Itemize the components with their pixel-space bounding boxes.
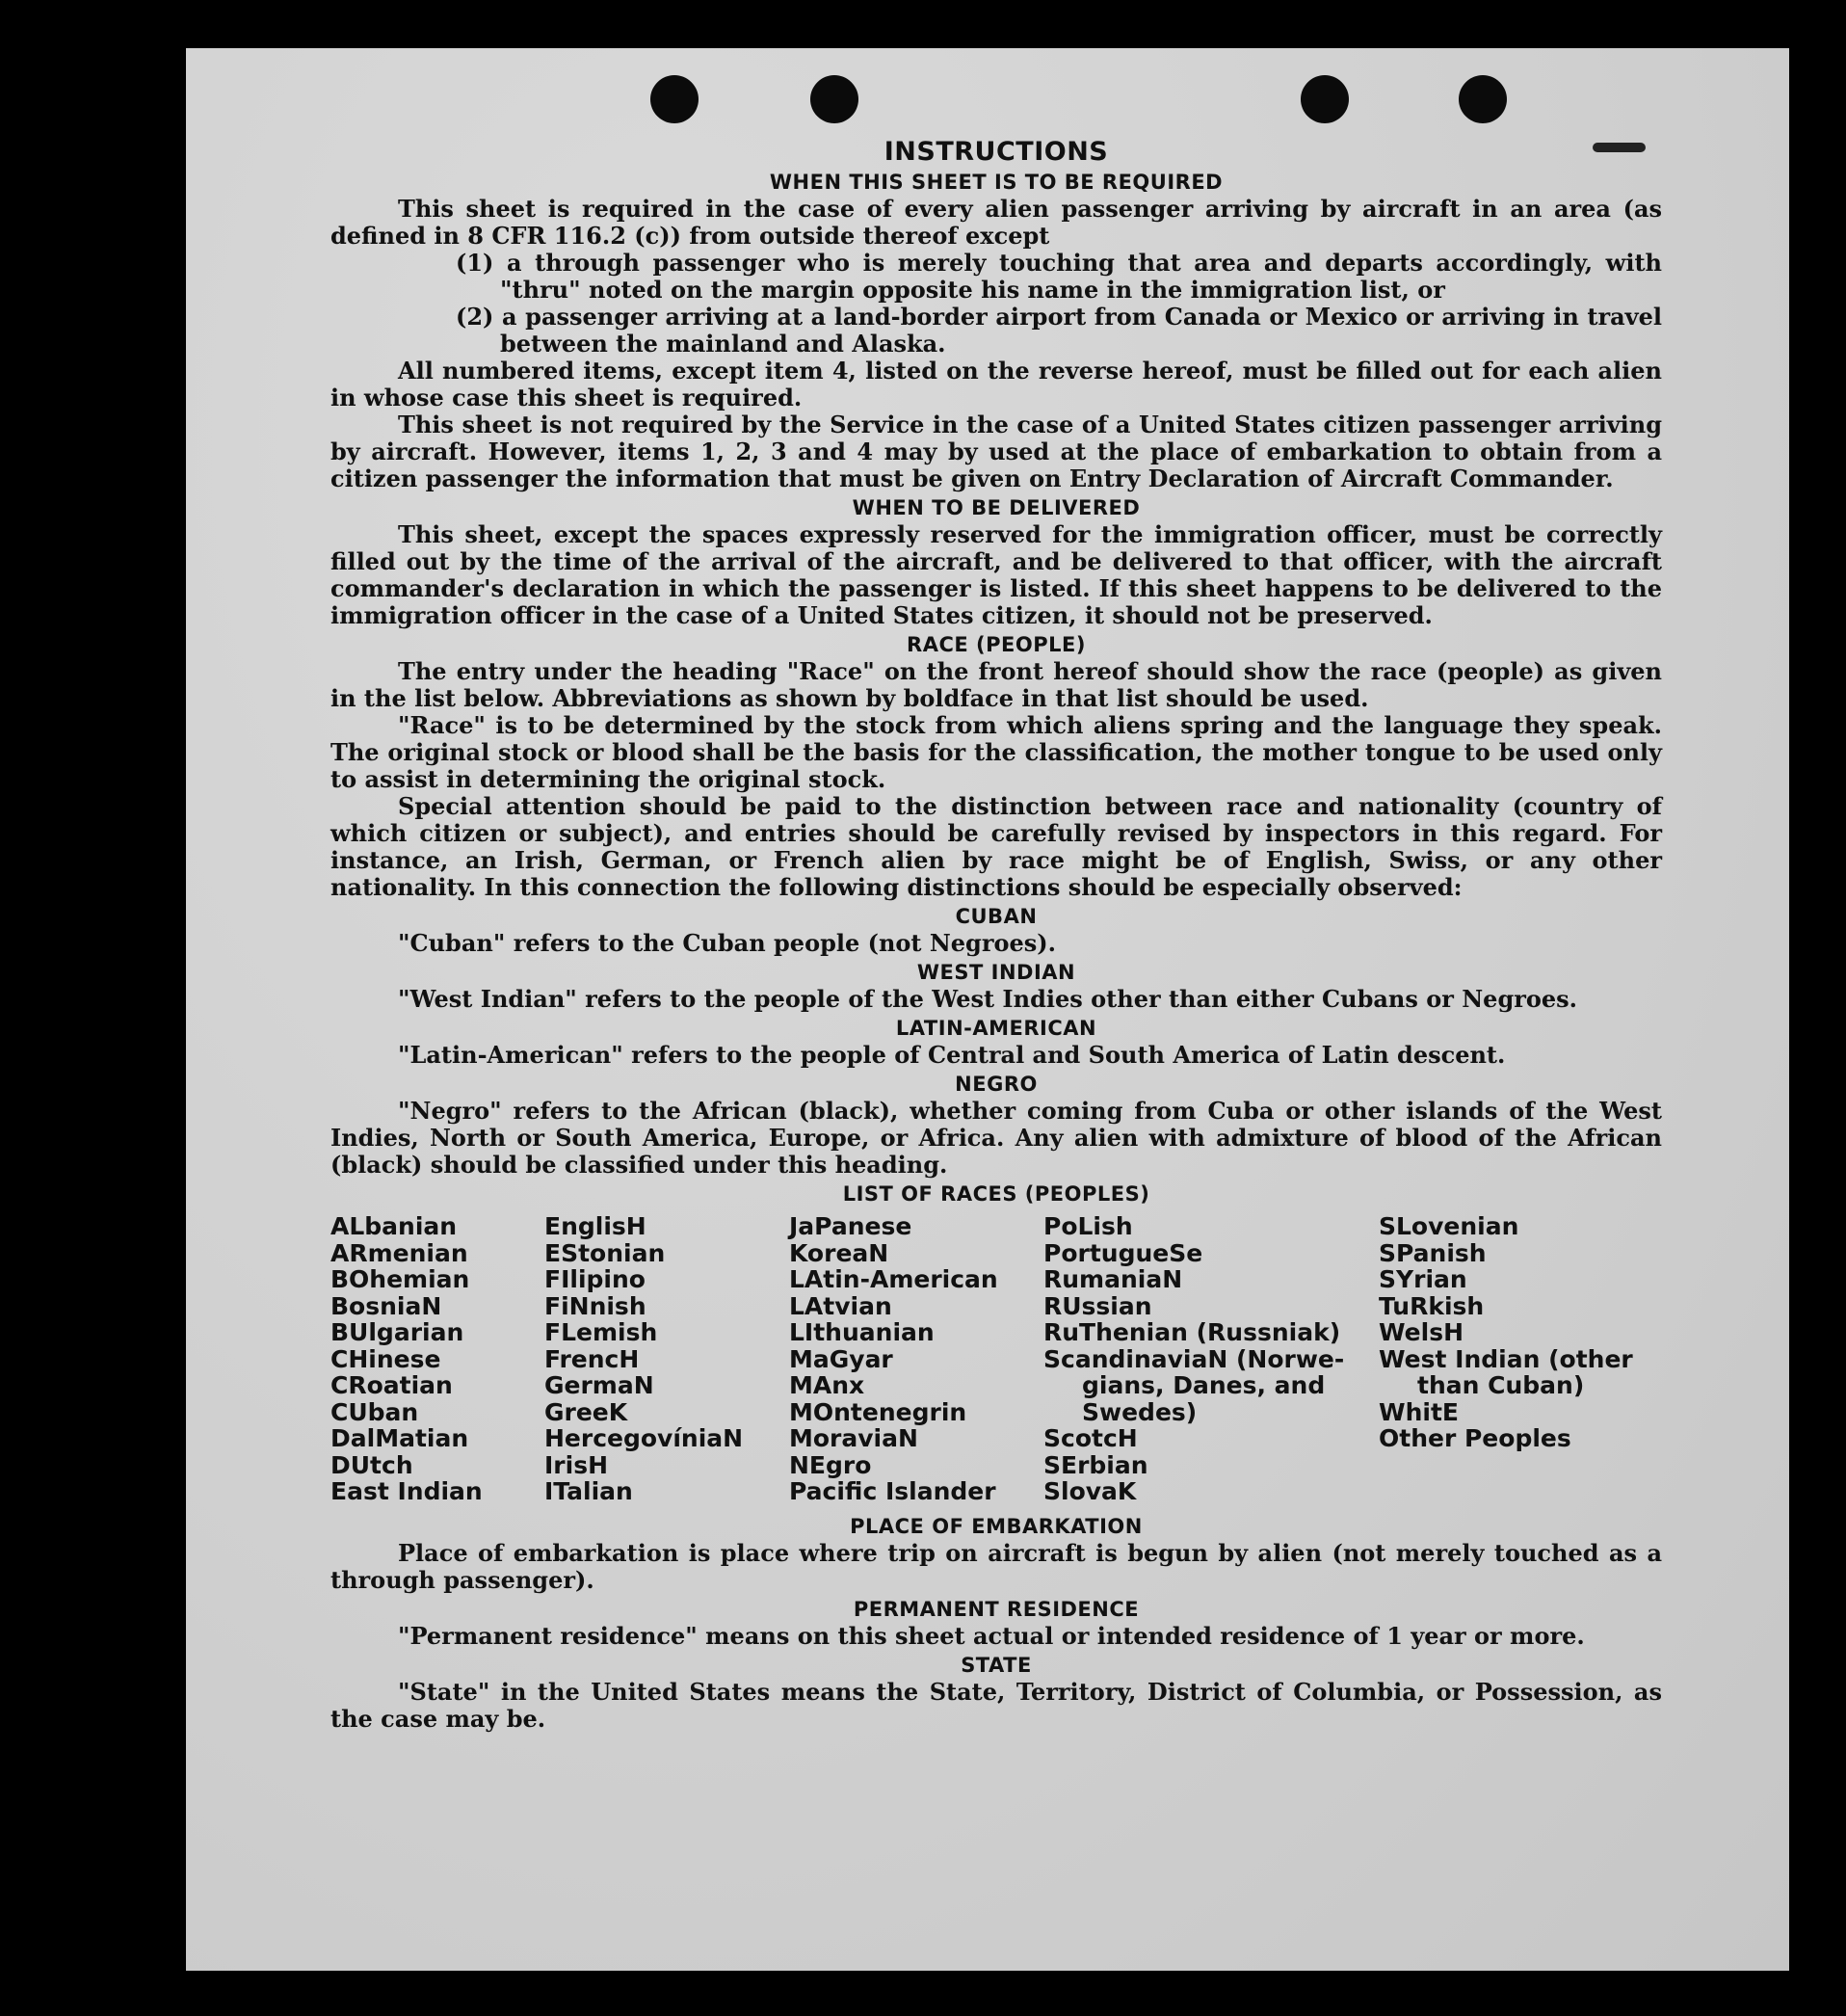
race-entry: BUlgarian (330, 1318, 464, 1346)
race-entry: SLovenian (1379, 1212, 1519, 1240)
race-entry: ScandinaviaN (Norwe- (1043, 1344, 1345, 1373)
section-heading: STATE (961, 1653, 1032, 1677)
section-heading: RACE (PEOPLE) (907, 633, 1086, 656)
race-entry: LAtvian (789, 1291, 892, 1320)
race-column (1379, 1213, 1662, 1505)
definition: "Cuban" refers to the Cuban people (not Negroes). (398, 929, 1056, 957)
instructions-title: INSTRUCTIONS (883, 137, 1109, 167)
numbered-item: (2) a passenger arriving at a land-border airport from Canada or Mexico or arriving in travel between the mainland and Alaska. (456, 303, 1662, 358)
race-column (1043, 1213, 1379, 1505)
race-entry: NEgro (789, 1450, 872, 1479)
paragraph: "Permanent residence" means on this sheet actual or intended residence of 1 year or more. (398, 1621, 1585, 1650)
race-entry: East Indian (330, 1477, 483, 1505)
race-entry: FiNnish (544, 1291, 646, 1320)
race-entry: ScotcH (1043, 1424, 1138, 1452)
punch-hole (810, 75, 858, 123)
definition: "Negro" refers to the African (black), whether coming from Cuba or other islands of the West Indies, North or South America, Europe, or Africa. Any alien with admixture of blood of the African (black) should be classified under this heading. (330, 1097, 1662, 1179)
race-entry: CHinese (330, 1344, 441, 1373)
race-entry: CUban (330, 1397, 419, 1426)
race-entry: ALbanian (330, 1212, 458, 1240)
race-entry: LIthuanian (789, 1318, 935, 1346)
race-entry: West Indian (other (1379, 1344, 1633, 1373)
punch-hole (650, 75, 699, 123)
race-entry: DUtch (330, 1450, 413, 1479)
race-entry: EStonian (544, 1238, 666, 1267)
race-entry: BOhemian (330, 1265, 470, 1293)
paragraph: Place of embarkation is place where trip on aircraft is begun by alien (not merely touched as a through passenger). (330, 1538, 1662, 1594)
race-column (789, 1213, 1043, 1505)
race-entry: FIlipino (544, 1265, 646, 1293)
race-column (544, 1213, 789, 1505)
race-entry: DalMatian (330, 1424, 469, 1452)
punch-hole (1301, 75, 1349, 123)
paragraph: All numbered items, except item 4, listed on the reverse hereof, must be filled out for each alien in whose case this sheet is required. (330, 357, 1662, 411)
race-entry: WhitE (1379, 1397, 1459, 1426)
race-entry: SPanish (1379, 1238, 1487, 1267)
race-entry: RuThenian (Russniak) (1043, 1318, 1341, 1346)
race-entry: EnglisH (544, 1212, 646, 1240)
paragraph: "Race" is to be determined by the stock from which aliens spring and the language they speak. The original stock or blood shall be the basis for the classification, the mother tongue to be used only to assist in determining the original stock. (330, 711, 1662, 793)
race-entry: PoLish (1043, 1212, 1133, 1240)
section-heading: PLACE OF EMBARKATION (850, 1514, 1143, 1538)
paragraph: The entry under the heading "Race" on the front hereof should show the race (people) as given in the list below. Abbreviations as shown by boldface in that list should be used. (330, 657, 1662, 712)
race-entry: MoraviaN (789, 1424, 918, 1452)
definition: "West Indian" refers to the people of the West Indies other than either Cubans or Negroes. (398, 985, 1578, 1013)
document-page (186, 48, 1789, 1971)
race-entry: SYrian (1379, 1265, 1467, 1293)
race-entry: MOntenegrin (789, 1397, 967, 1426)
race-entry: JaPanese (789, 1212, 912, 1240)
section-heading: PERMANENT RESIDENCE (853, 1597, 1140, 1621)
race-entry: ITalian (544, 1477, 633, 1505)
race-entry: RumaniaN (1043, 1265, 1183, 1293)
section-heading: LIST OF RACES (PEOPLES) (842, 1182, 1150, 1206)
race-entry: IrisH (544, 1450, 609, 1479)
section-heading: WEST INDIAN (916, 961, 1076, 984)
section-heading: WHEN TO BE DELIVERED (852, 496, 1141, 519)
numbered-item: (1) a through passenger who is merely touching that area and departs accordingly, with "thru" noted on the margin opposite his name in the immigration list, or (456, 249, 1662, 304)
race-entry: FrencH (544, 1344, 640, 1373)
paragraph: This sheet is not required by the Service in the case of a United States citizen passenger arriving by aircraft. However, items 1, 2, 3 and 4 may by used at the place of embarkation to obtain from a citizen passenger the information that must be given on Entry Declaration of Aircraft Commander. (330, 411, 1662, 492)
paragraph: This sheet, except the spaces expressly reserved for the immigration officer, must be correctly filled out by the time of the arrival of the aircraft, and be delivered to that officer, with the aircraft commander's declaration in which the passenger is listed. If this sheet happens to be delivered to the immigration officer in the case of a United States citizen, it should not be preserved. (330, 520, 1662, 629)
race-entry: SErbian (1043, 1450, 1148, 1479)
race-entry: HercegovíniaN (544, 1424, 744, 1452)
race-entry: MaGyar (789, 1344, 893, 1373)
paragraph: Special attention should be paid to the distinction between race and nationality (country of which citizen or subject), and entries should be carefully revised by inspectors in this regard. For instance, an Irish, German, or French alien by race might be of English, Swiss, or any other nationality. In this connection the following distinctions should be especially observed: (330, 792, 1662, 901)
race-entry: MAnx (789, 1371, 865, 1399)
race-entry: KoreaN (789, 1238, 889, 1267)
section-heading: CUBAN (955, 905, 1038, 928)
race-entry: GermaN (544, 1371, 654, 1399)
punch-hole (1459, 75, 1507, 123)
race-entry: GreeK (544, 1397, 628, 1426)
race-entry: gians, Danes, and (1082, 1371, 1326, 1399)
instructions-content (330, 133, 1662, 1733)
race-entry: ARmenian (330, 1238, 468, 1267)
race-entry: FLemish (544, 1318, 658, 1346)
race-entry: TuRkish (1379, 1291, 1485, 1320)
race-entry: than Cuban) (1417, 1371, 1585, 1399)
race-entry: BosniaN (330, 1291, 442, 1320)
section-heading: LATIN-AMERICAN (895, 1017, 1097, 1040)
race-entry: WelsH (1379, 1318, 1464, 1346)
paragraph: This sheet is required in the case of every alien passenger arriving by aircraft in an area (as defined in 8 CFR 116.2 (c)) from outside thereof except (330, 195, 1662, 250)
section-heading: WHEN THIS SHEET IS TO BE REQUIRED (769, 171, 1224, 194)
section-heading: NEGRO (955, 1073, 1038, 1096)
race-column (330, 1213, 544, 1505)
race-entry: Other Peoples (1379, 1424, 1571, 1452)
race-entry: SlovaK (1043, 1477, 1137, 1505)
race-list (330, 1213, 1662, 1505)
race-entry: RUssian (1043, 1291, 1152, 1320)
race-entry: CRoatian (330, 1371, 453, 1399)
race-entry: PortugueSe (1043, 1238, 1203, 1267)
definition: "Latin-American" refers to the people of Central and South America of Latin descent. (398, 1041, 1506, 1069)
race-entry: Pacific Islander (789, 1477, 996, 1505)
race-entry: LAtin-American (789, 1265, 998, 1293)
race-entry: Swedes) (1082, 1397, 1198, 1426)
paragraph: "State" in the United States means the State, Territory, District of Columbia, or Possession, as the case may be. (330, 1677, 1662, 1733)
